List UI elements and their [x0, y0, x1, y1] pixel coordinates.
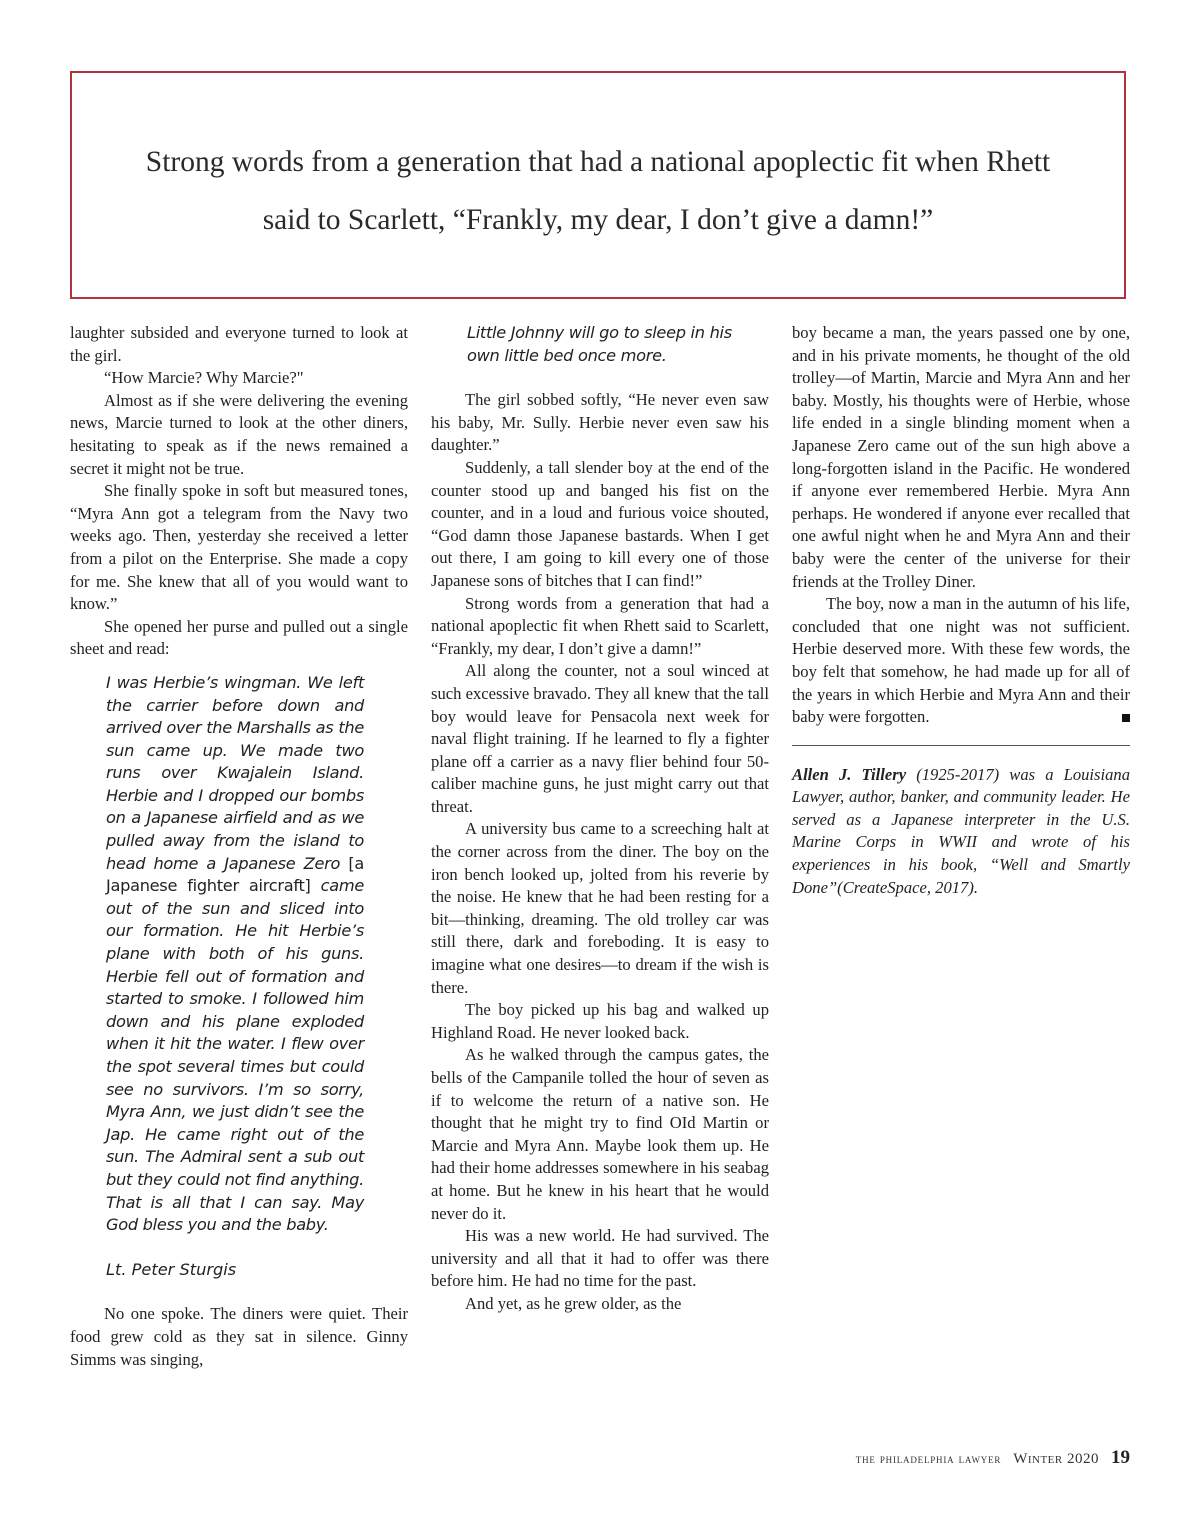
- paragraph: As he walked through the campus gates, the bells of the Campanile tolled the hour of seven as if to welcome the return of a native son. He thought that he might try to find OId Martin or Marcie and Myra Ann. Maybe look them up. He had their home addresses somewhere in his seabag at home. But he knew in his heart that he would never do it.: [431, 1045, 769, 1223]
- paragraph: boy became a man, the years passed one by one, and in his private moments, he thought of the old trolley—of Martin, Marcie and Myra Ann and her baby. Mostly, his thoughts were of Herbie, whose life ended in a single blinding moment when a Japanese Zero came out of the sun high above a long-forgotten island in the Pacific. He wondered if anyone ever remembered Herbie. Myra Ann perhaps. He wondered if anyone ever recalled that one awful night when he and Myra Ann and their baby were the center of the universe for their friends at the Trolley Diner.: [792, 323, 1130, 591]
- pull-quote-line-2: said to Scarlett, “Frankly, my dear, I don’t give a damn!”: [262, 204, 934, 236]
- letter-signature: Lt. Peter Sturgis: [106, 1259, 237, 1279]
- author-bio-text: (1925-2017) was a Louisiana Lawyer, author, banker, and community leader. He served as a Japanese interpreter in the U.S. Marine Corps in WWII and wrote of his experiences in his book, “Well and Smartly Done”(CreateSpace, 2017).: [792, 764, 1130, 897]
- paragraph-text: The boy, now a man in the autumn of his life, concluded that one night was not sufficient. Herbie deserved more. With these few words, the boy felt that somehow, he had made up for all of the years in which Herbie and Myra Ann and their baby were forgotten.: [792, 594, 1130, 727]
- paragraph: His was a new world. He had survived. The university and all that it had to offer was there before him. He had no time for the past.: [431, 1226, 769, 1291]
- song-lyric: Little Johnny will go to sleep in his own little bed once more.: [467, 323, 732, 365]
- author-bio: [792, 764, 1130, 900]
- paragraph: She finally spoke in soft but measured tones, “Myra Ann got a telegram from the Navy two weeks ago. Then, yesterday she received a letter from a pilot on the Enterprise. She made a copy for me. She knew that all of you would want to know.”: [70, 481, 408, 614]
- column-1: [70, 322, 408, 1371]
- paragraph: And yet, as he grew older, as the: [465, 1293, 682, 1313]
- paragraph: laughter subsided and everyone turned to look at the girl.: [70, 323, 408, 365]
- paragraph-final: [792, 593, 1130, 729]
- end-mark-icon: [1122, 714, 1130, 722]
- paragraph: A university bus came to a screeching halt at the corner across from the diner. The boy on the iron bench looked up, jolted from his reverie by the noise. He knew that he had been resting for a bit—thinking, dreaming. The old trolley car was still there, dark and foreboding. It is easy to imagine what one desires—to dream if the wish is there.: [431, 819, 769, 997]
- paragraph: The girl sobbed softly, “He never even saw his baby, Mr. Sully. Herbie never even saw his daughter.”: [431, 390, 769, 455]
- letter-text: came out of the sun and sliced into our formation. He hit Herbie’s plane with both of his guns. Herbie fell out of formation and started to smoke. I followed him down and his plane exploded when it hit the water. I flew over the spot several times but could see no survivors. I’m so sorry, Myra Ann, we just didn’t see the Jap. He came right out of the sun. The Admiral sent a sub out but they could not find anything. That is all that I can say. May God bless you and the baby.: [106, 876, 364, 1235]
- paragraph: No one spoke. The diners were quiet. Their food grew cold as they sat in silence. Ginny Simms was singing,: [70, 1304, 408, 1369]
- pilot-letter: [106, 672, 364, 1237]
- paragraph: Suddenly, a tall slender boy at the end of the counter stood up and banged his fist on the counter, and in a loud and furious voice shouted, “God damn those Japanese bastards. When I get out there, I am going to kill every one of those Japanese sons of bitches that I can find!”: [431, 457, 769, 590]
- pull-quote-line-1: Strong words from a generation that had a national apoplectic fit when Rhett: [145, 146, 1051, 178]
- page-footer: [856, 1447, 1130, 1469]
- author-name: Allen J. Tillery: [792, 764, 907, 784]
- paragraph: All along the counter, not a soul winced at such excessive bravado. They all knew that the tall boy would leave for Pensacola next week for naval flight training. If he learned to fly a fighter plane off a carrier as a navy flier behind four 50-caliber machine guns, he just might carry out that threat.: [431, 661, 769, 816]
- column-2: [431, 322, 769, 1316]
- letter-bracket-note: [a Japanese fighter aircraft]: [106, 853, 364, 896]
- issue-label: Winter 2020: [1013, 1451, 1099, 1467]
- bio-divider: [792, 745, 1130, 746]
- publication-name: the philadelphia lawyer: [855, 1451, 1002, 1466]
- paragraph: “How Marcie? Why Marcie?": [104, 368, 304, 388]
- column-3: [792, 322, 1130, 899]
- letter-text: I was Herbie’s wingman. We left the carrier before down and arrived over the Marshalls as the sun came up. We made two runs over Kwajalein Island. Herbie and I dropped our bombs on a Japanese airfield and as we pulled away from the island to head home a Japanese Zero: [106, 672, 364, 873]
- paragraph: The boy picked up his bag and walked up Highland Road. He never looked back.: [431, 1000, 769, 1042]
- paragraph: She opened her purse and pulled out a single sheet and read:: [70, 616, 408, 659]
- paragraph: Almost as if she were delivering the evening news, Marcie turned to look at the other diners, hesitating to speak as if the news remained a secret it might not be true.: [70, 390, 408, 478]
- page-number: 19: [1111, 1447, 1130, 1468]
- pull-quote-box: [70, 71, 1126, 299]
- paragraph: Strong words from a generation that had a national apoplectic fit when Rhett said to Scarlett, “Frankly, my dear, I don’t give a damn!”: [431, 593, 769, 658]
